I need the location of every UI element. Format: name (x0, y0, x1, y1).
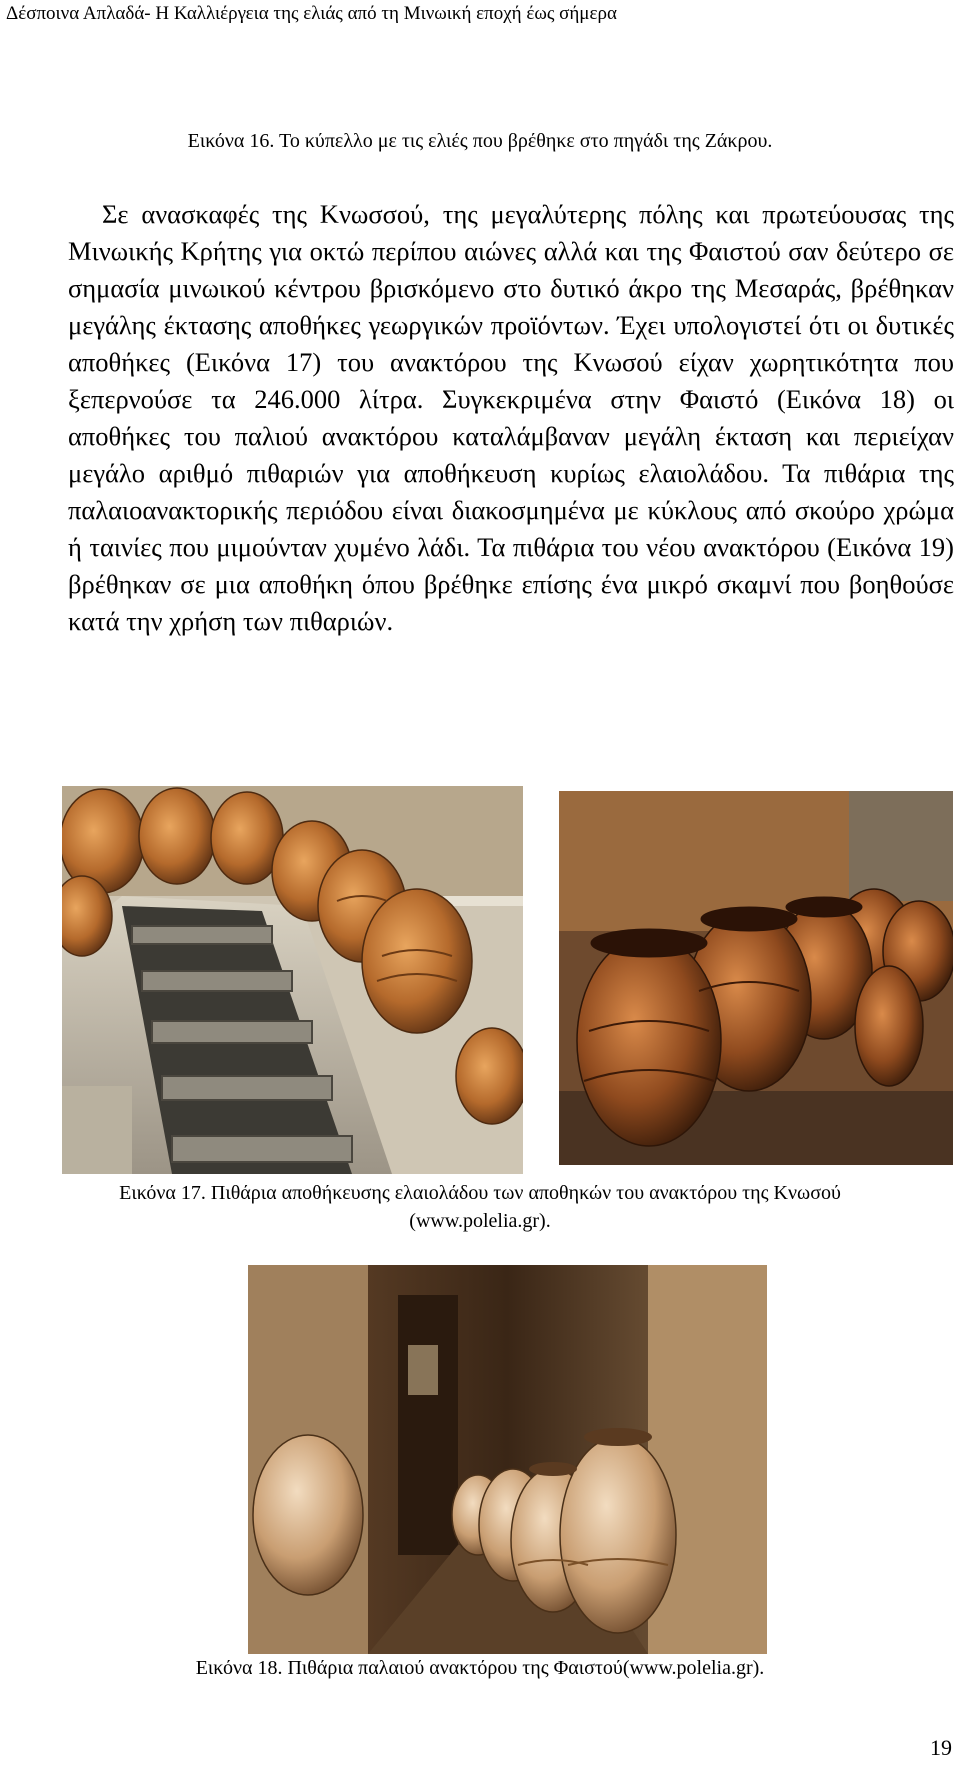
figure-16-caption: Εικόνα 16. Το κύπελλο με τις ελιές που βρέθηκε στο πηγάδι της Ζάκρου. (187, 130, 773, 152)
figure-17-caption (60, 1179, 900, 1235)
figure-17-caption-line1: Εικόνα 17. Πιθάρια αποθήκευσης ελαιολάδου των αποθηκών του ανακτόρου της Κνωσού (119, 1182, 841, 1204)
phaistos-storeroom-photo (248, 1265, 767, 1654)
page-number: 19 (930, 1735, 952, 1760)
knossos-storage-corridor-photo (62, 786, 523, 1174)
knossos-pithoi-photo (559, 791, 953, 1165)
figure-17-caption-line2: (www.polelia.gr). (409, 1210, 551, 1232)
running-header: Δέσποινα Απλαδά- Η Καλλιέργεια της ελιάς από τη Μινωική εποχή έως σήμερα (6, 3, 617, 24)
body-paragraph: Σε ανασκαφές της Κνωσσού, της μεγαλύτερης πόλης και πρωτεύουσας της Μινωικής Κρήτης για οκτώ περίπου αιώνες αλλά και της Φαιστού σαν δεύτερο σε σημασία μινωικού κέντρου βρισκόμενο στο δυτικό άκρο της Μεσαράς, βρέθηκαν μεγάλης έκτασης αποθήκες γεωργικών προϊόντων. Έχει υπολογιστεί ότι οι δυτικές αποθήκες (Εικόνα 17) του ανακτόρου της Κνωσού είχαν χωρητικότητα που ξεπερνούσε τα 246.000 λίτρα. Συγκεκριμένα στην Φαιστό (Εικόνα 18) οι αποθήκες του παλιού ανακτόρου καταλάμβαναν μεγάλη έκταση και περιείχαν μεγάλο αριθμό πιθαριών για αποθήκευση κυρίως ελαιολάδου. Τα πιθάρια της παλαιοανακτορικής περιόδου είναι διακοσμημένα με κύκλους από σκούρο χρώμα ή ταινίες που μιμούνταν χυμένο λάδι. Τα πιθάρια του νέου ανακτόρου (Εικόνα 19) βρέθηκαν σε μια αποθήκη όπου βρέθηκε επίσης ένα μικρό σκαμνί που βοηθούσε κατά την χρήση των πιθαριών. (68, 199, 954, 636)
figure-18-caption: Εικόνα 18. Πιθάρια παλαιού ανακτόρου της Φαιστού(www.polelia.gr). (195, 1657, 765, 1679)
